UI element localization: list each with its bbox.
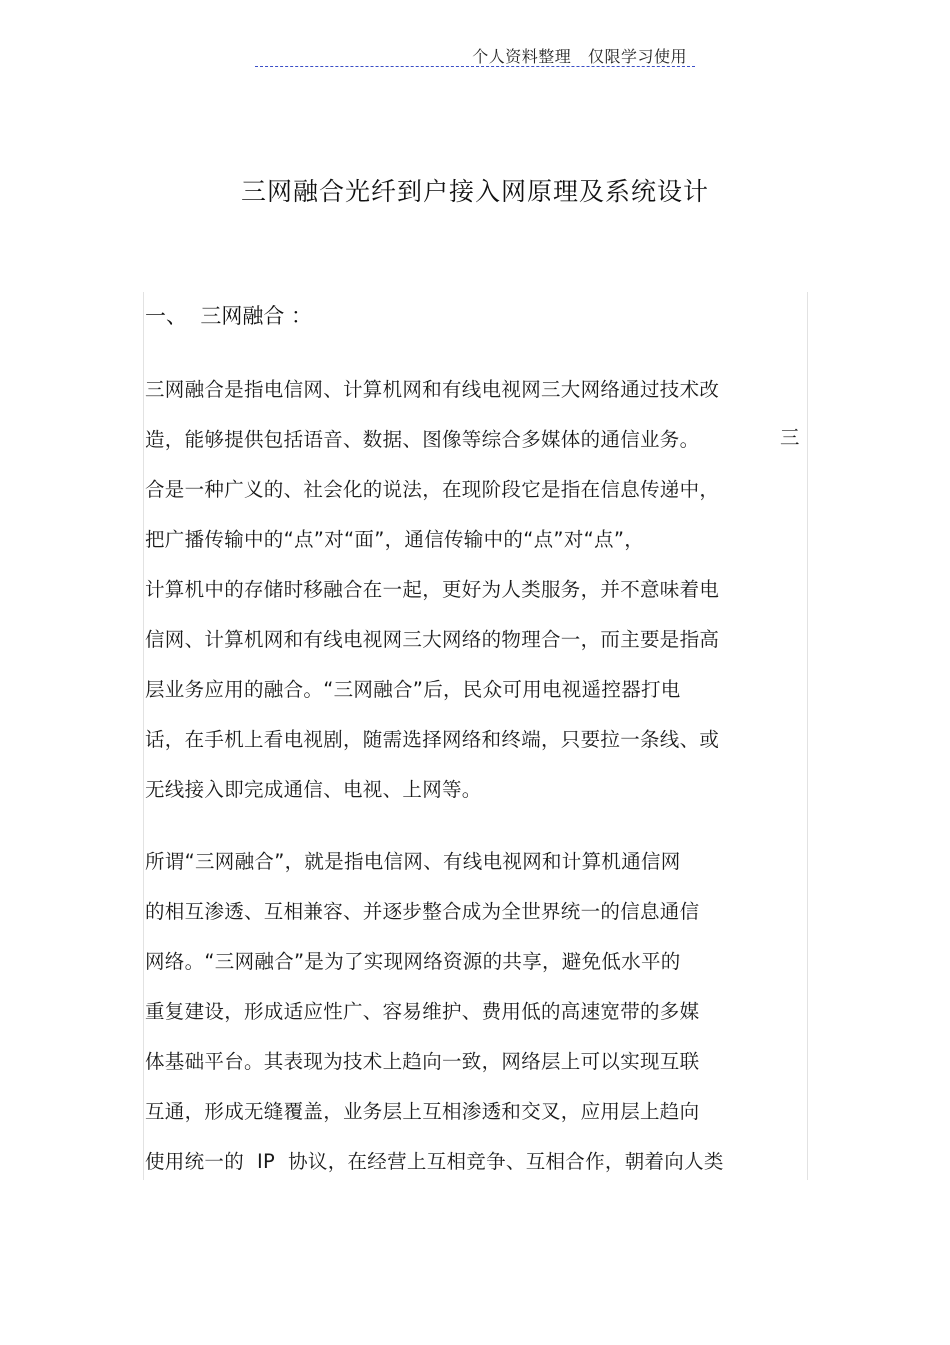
- paragraph-line: 话，在手机上看电视剧，随需选择网络和终端，只要拉一条线、或: [145, 728, 720, 751]
- paragraph-line: 三网融合是指电信网、计算机网和有线电视网三大网络通过技术改: [145, 378, 720, 401]
- paragraph-line: 网络。“三网融合”是为了实现网络资源的共享，避免低水平的: [145, 950, 681, 973]
- frame-left-border: [143, 292, 144, 1180]
- paragraph-line: 的相互渗透、互相兼容、并逐步整合成为全世界统一的信息通信: [145, 900, 700, 923]
- paragraph-line: 造，能够提供包括语音、数据、图像等综合多媒体的通信业务。: [145, 428, 700, 451]
- header-text: 个人资料整理 仅限学习使用: [472, 47, 687, 66]
- frame-right-border: [807, 292, 808, 1180]
- paragraph-line: 信网、计算机网和有线电视网三大网络的物理合一，而主要是指高: [145, 628, 720, 651]
- paragraph-line: 计算机中的存储时移融合在一起，更好为人类服务，并不意味着电: [145, 578, 720, 601]
- paragraph-line: 合是一种广义的、社会化的说法，在现阶段它是指在信息传递中，: [145, 478, 720, 501]
- page-header: [255, 40, 695, 67]
- paragraph-line: 重复建设，形成适应性广、容易维护、费用低的高速宽带的多媒: [145, 1000, 700, 1023]
- paragraph-line: 无线接入即完成通信、电视、上网等。: [145, 778, 482, 801]
- document-title: 三网融合光纤到户接入网原理及系统设计: [240, 177, 709, 206]
- paragraph-line: 体基础平台。其表现为技术上趋向一致，网络层上可以实现互联: [145, 1050, 700, 1073]
- paragraph-line: 互通，形成无缝覆盖，业务层上互相渗透和交叉，应用层上趋向: [145, 1100, 700, 1123]
- paragraph-line: 使用统一的 IP 协议，在经营上互相竞争、互相合作，朝着向人类: [145, 1150, 724, 1173]
- paragraph-line: 把广播传输中的“点”对“面”，通信传输中的“点”对“点”，: [145, 528, 645, 551]
- paragraph-line: 层业务应用的融合。“三网融合”后，民众可用电视遥控器打电: [145, 678, 681, 701]
- margin-character: 三: [780, 426, 800, 449]
- section-heading: 一、 三网融合 ：: [145, 304, 313, 328]
- paragraph-line: 所谓“三网融合”，就是指电信网、有线电视网和计算机通信网: [145, 850, 681, 873]
